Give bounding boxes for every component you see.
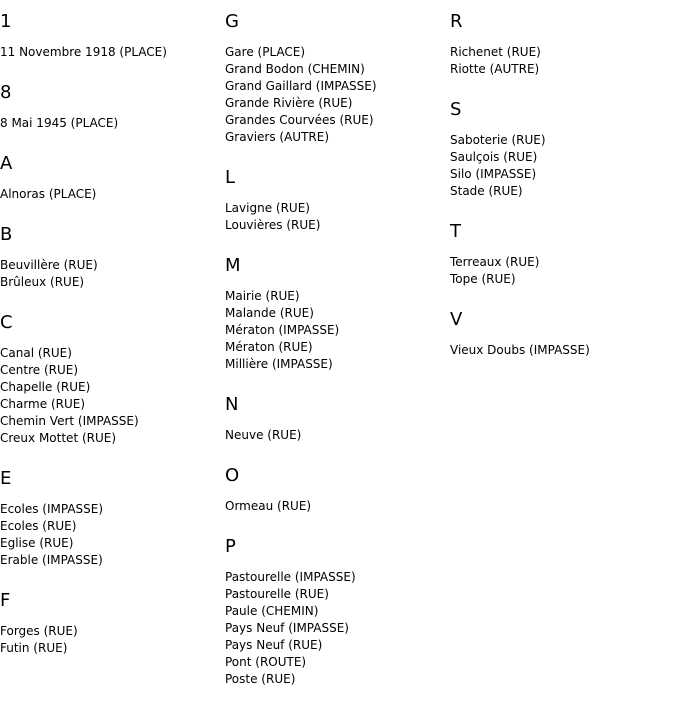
street-list [225, 200, 445, 234]
street-item: Centre (RUE) [0, 363, 79, 377]
street-list [225, 288, 445, 373]
street-item: Pont (ROUTE) [225, 655, 307, 669]
section-letter-heading: R [450, 11, 463, 32]
street-item: Grand Bodon (CHEMIN) [225, 62, 365, 76]
street-list [225, 427, 445, 444]
section-letter-heading: C [0, 312, 13, 333]
street-column [450, 10, 670, 379]
street-list [225, 498, 445, 515]
letter-group [225, 393, 445, 444]
letter-group [0, 589, 220, 657]
street-list [0, 623, 220, 657]
section-letter-heading: P [225, 536, 236, 557]
street-item: Saboterie (RUE) [450, 133, 546, 147]
street-item: Eglise (RUE) [0, 536, 74, 550]
street-item: Malande (RUE) [225, 306, 314, 320]
street-item: Ormeau (RUE) [225, 499, 312, 513]
street-item: Brûleux (RUE) [0, 275, 85, 289]
street-column [0, 10, 220, 677]
letter-group [0, 311, 220, 447]
street-item: Grand Gaillard (IMPASSE) [225, 79, 377, 93]
section-letter-heading: 8 [0, 82, 12, 103]
street-item: Charme (RUE) [0, 397, 86, 411]
street-item: Mératon (IMPASSE) [225, 323, 340, 337]
letter-group [225, 535, 445, 688]
street-item: Pays Neuf (RUE) [225, 638, 323, 652]
letter-group [450, 98, 670, 200]
street-column [225, 10, 445, 708]
section-letter-heading: B [0, 224, 13, 245]
street-list [0, 257, 220, 291]
street-item: 8 Mai 1945 (PLACE) [0, 116, 119, 130]
street-item: Erable (IMPASSE) [0, 553, 103, 567]
street-item: Vieux Doubs (IMPASSE) [450, 343, 590, 357]
street-item: Neuve (RUE) [225, 428, 302, 442]
street-item: Saulçois (RUE) [450, 150, 538, 164]
street-list [0, 345, 220, 447]
street-list [450, 254, 670, 288]
section-letter-heading: O [225, 465, 240, 486]
street-list [0, 115, 220, 132]
street-item: Pastourelle (RUE) [225, 587, 329, 601]
street-item: Stade (RUE) [450, 184, 523, 198]
street-item: Ecoles (IMPASSE) [0, 502, 104, 516]
letter-group [450, 308, 670, 359]
section-letter-heading: F [0, 590, 11, 611]
street-item: Alnoras (PLACE) [0, 187, 97, 201]
street-item: Pastourelle (IMPASSE) [225, 570, 356, 584]
street-item: Ecoles (RUE) [0, 519, 77, 533]
section-letter-heading: L [225, 167, 236, 188]
letter-group [225, 254, 445, 373]
street-list [450, 132, 670, 200]
street-item: 11 Novembre 1918 (PLACE) [0, 45, 167, 59]
section-letter-heading: G [225, 11, 239, 32]
street-item: Grandes Courvées (RUE) [225, 113, 374, 127]
street-list [450, 44, 670, 78]
street-item: Chemin Vert (IMPASSE) [0, 414, 139, 428]
street-item: Terreaux (RUE) [450, 255, 540, 269]
street-item: Creux Mottet (RUE) [0, 431, 117, 445]
letter-group [0, 223, 220, 291]
street-item: Mairie (RUE) [225, 289, 300, 303]
street-item: Silo (IMPASSE) [450, 167, 537, 181]
street-item: Grande Rivière (RUE) [225, 96, 353, 110]
street-item: Futin (RUE) [0, 641, 68, 655]
letter-group [225, 166, 445, 234]
street-item: Beuvillère (RUE) [0, 258, 98, 272]
street-item: Mératon (RUE) [225, 340, 313, 354]
street-item: Riotte (AUTRE) [450, 62, 540, 76]
street-list [0, 501, 220, 569]
letter-group [0, 467, 220, 569]
letter-group [225, 464, 445, 515]
letter-group [0, 10, 220, 61]
street-item: Lavigne (RUE) [225, 201, 310, 215]
street-item: Louvières (RUE) [225, 218, 321, 232]
street-item: Millière (IMPASSE) [225, 357, 333, 371]
letter-group [0, 152, 220, 203]
street-list [450, 342, 670, 359]
street-item: Graviers (AUTRE) [225, 130, 330, 144]
section-letter-heading: S [450, 99, 462, 120]
street-item: Forges (RUE) [0, 624, 78, 638]
section-letter-heading: 1 [0, 11, 12, 32]
street-item: Canal (RUE) [0, 346, 72, 360]
letter-group [225, 10, 445, 146]
section-letter-heading: M [225, 255, 241, 276]
section-letter-heading: V [450, 309, 463, 330]
street-item: Gare (PLACE) [225, 45, 306, 59]
street-list [0, 44, 220, 61]
street-item: Paule (CHEMIN) [225, 604, 319, 618]
street-item: Chapelle (RUE) [0, 380, 91, 394]
letter-group [450, 10, 670, 78]
street-list [225, 569, 445, 688]
letter-group [450, 220, 670, 288]
street-item: Richenet (RUE) [450, 45, 541, 59]
street-list [225, 44, 445, 146]
letter-group [0, 81, 220, 132]
street-item: Poste (RUE) [225, 672, 296, 686]
section-letter-heading: N [225, 394, 239, 415]
section-letter-heading: A [0, 153, 13, 174]
section-letter-heading: T [450, 221, 461, 242]
street-list [0, 186, 220, 203]
section-letter-heading: E [0, 468, 12, 489]
street-item: Pays Neuf (IMPASSE) [225, 621, 349, 635]
street-item: Tope (RUE) [450, 272, 516, 286]
